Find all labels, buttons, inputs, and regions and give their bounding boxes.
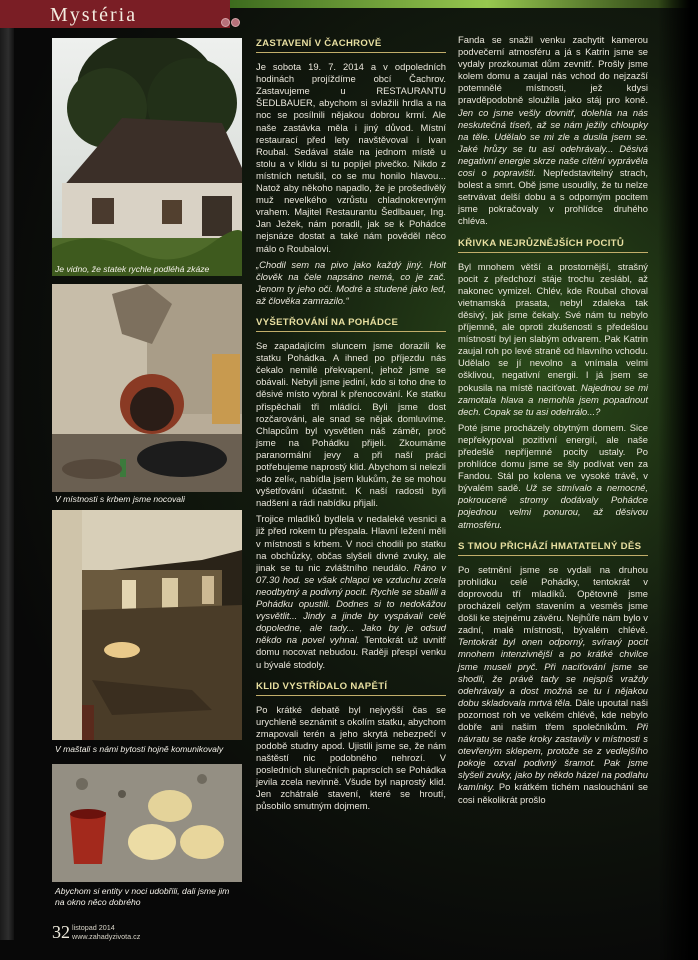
quote-zastaveni: „Chodil sem na pivo jako každý jiný. Holt člověk na čele napsáno nemá, co je zač. Jenom ty jeho oči. Modré a studené jako led, až člověka zamrazilo.“ [256,258,446,306]
text-span: Trojice mladíků bydlela v nedaleké vesnici a již před rokem tu přespala. Hlavní ležení měli v místnosti s krbem. V noci chodili po statku na obchůzky, občas slyšeli divné zvuky, ale jinak se tu nic zvláštního neudálo. [256,513,446,573]
paragraph-tma [458,564,648,806]
article-column-right [458,34,648,810]
text-span-italic: Tentokrát byl onen odporný, svíravý pocit mnohem intenzivnější a po krátké chvilce jsme museli pryč. Při naciťování jsme se shodli, že právě tady se nejspíš vraždy odehrávaly a dost možná se tu i nějakou dobu skladovala mrtvá těla. [458,636,648,708]
text-span: Fanda se snažil venku zachytit kamerou podvečerní atmosféru a já s Katrin jsme se vydaly prozkoumat dům zevnitř. Prošly jsme kolem domu a zaujal nás vchod do nejzazší potemnělé místnosti, jež kdysi pravděpodobně sloužila jako stáj pro koně. [458,34,648,106]
paragraph-vysetrovani-1: Se zapadajícím sluncem jsme dorazili ke statku Pohádka. A ihned po příjezdu nás čekalo nemilé překvapení, jehož jsme se obávali. Nebyli jsme jediní, kdo si toho dne to děsivé místo vybral k přenocování. Ke statku přispěchali tři mládíci. Byli jsme dost rozčarováni, ale snad se nějak domluvíme. Chlapcům byl vysvětlen náš záměr, proč jsme na Pohádku přijeli. Zkoumáme paranormální jevy a při naší práci potřebujeme naprostý klid. Abychom si nelezli »do zelí«, nabídla jsem klukům, že se mohou vyšetřování účastnit. K naší radosti byli nadšeni a rádi nabídku přijali. [256,340,446,509]
stable-caption: V maštali s námi bytosti hojně komunikovaly [55,744,224,754]
paragraph-klid: Po krátké debatě byl nejvyšší čas se urychleně seznámit s okolím statku, abychom zmapovali terén a jeho skrytá nebezpečí v podobě studny apod. Ujistili jsme se, že nám naštěstí nic podobného nehrozí. V posledních slunečních paprscích se Pohádka jevila zcela nevinně. Všude byl naprostý klid. Jen zchátralé stavení, které se hroutí, působilo smutným dojmem. [256,703,446,812]
paragraph-zastaveni: Je sobota 19. 7. 2014 a v odpoledních hodinách projíždíme obcí Čachrov. Zastavujeme u RESTAURANTU ŠEDLBAUER, abychom si svlažili hrdla a na noc se posílnili nějakou dobrou krmí. Ale naše zastávka měla i jiný důvod. Místní restaurací před lety navštěvoval i Ivan Roubal. Sedával stále na jednom místě u stolu a v klidu si tu popíjel pivečko. Nikdo z místních netušil, co se mu honilo hlavou... Natož aby někoho napadlo, že je prošedivělý muž nevelkého vzrůstu chladnokrevným vrahem. Majitel Restaurantu Šedlbauer, Ing. Jan Ježek, nám poradil, jak se k Pohádce nejsnáze dostat a také nám pověděl něco málo o Roubalovi. [256,61,446,254]
paragraph-col3-intro [458,34,648,228]
heading-klid: KLID VYSTŘÍDALO NAPĚTÍ [256,681,446,696]
footer-info [72,924,140,941]
top-accent-line [230,0,698,8]
article-column-middle [256,34,446,817]
website-link[interactable]: www.zahadyzivota.cz [72,931,141,941]
page-binding-edge [0,28,14,940]
header-dots-icon [221,14,241,32]
text-span: Poté jsme procházely obytným domem. Sice nepřekypoval pozitivní energií, ale naše předešlé nepříjemné pocity ustaly. Po prohlídce domu jsme se šly podívat ven za Fandou. Stál po kolena ve vysoké trávě, v bývalém sadě. [458,421,648,494]
text-span: Po setmění jsme se vydali na druhou prohlídku celé Pohádky, tentokrát v doprovodu tří mladíků. Opětovně jsme procházeli celým stavením a vesměs jsme došli ke stejnému závěru. Nejhůře nám bylo v zadní, malé místnosti, bývalém chlévě. [458,563,648,636]
biscuits-caption: Abychom si entity v noci udobřili, dali jsme jim na okno něco dobrého [55,886,230,907]
paragraph-krivka-1 [458,261,648,418]
text-span-italic: Najednou se mi zamotala hlava a nemohla jsem popadnout dech. Copak se tu asi odehrálo...? [458,381,649,417]
page-number: 32 [52,922,70,942]
section-header-band [0,0,230,28]
text-span: Po krátkém tichém naslouchání se cosi několikrát prošlo [458,781,648,805]
text-span-italic: Při návratu se naše kroky zastavily v místnosti s otevřeným sklepem, protože se z vedlejšího pokoje ozval podivný šramot. Pak jsme slyšeli zvuky, jako by někdo házel na podlahu kamínky. [458,720,648,793]
heading-tma: S TMOU PŘICHÁZÍ HMATATELNÝ DĚS [458,541,648,556]
heading-krivka: KŘIVKA NEJRŮZNĚJŠÍCH POCITŮ [458,238,648,253]
paragraph-vysetrovani-2 [256,513,446,670]
text-span-italic: Už se stmívalo a nemocné, pokroucené stromy dodávaly Pohádce pojednou velmi ponurou, až děsivou atmosféru. [458,482,648,530]
text-span: Nepředstavitelný strach, bolest a smrt. Obě jsme usoudily, že tu nelze setrvávat delší dobu a s odporným pocitem jsme pokračovaly v prohlídce druhého chléva. [458,167,648,227]
biscuits-photo [52,764,242,882]
section-title: Mystéria [50,4,138,26]
right-page-shadow [658,0,698,960]
text-span: Dále upoutal naši pozornost roh ve velkém chlévě, kde nebylo dobře ani našim třem společníkům. [458,696,648,732]
fireplace-room-caption: V místnosti s krbem jsme nocovali [55,494,185,504]
heading-zastaveni: ZASTAVENÍ V ČACHROVĚ [256,38,446,53]
heading-vysetrovani: VYŠETŘOVÁNÍ NA POHÁDCE [256,317,446,332]
farmhouse-photo [52,38,242,276]
stable-photo [52,510,242,740]
farmhouse-caption: Je vidno, že statek rychle podléhá zkáze [55,264,210,274]
text-span-italic: Ráno v 07.30 hod. se však chlapci ve vzduchu zcela neodbytný a podivný pocit. Rychle se sbalili a Pohádku opustili. Dodnes si to nedokážou vysvětlit... Jindy a jinde by vyspávali celé dopoledne, ale tady... Jako by je odsud někdo na povel vyhnal. [256,561,446,646]
fireplace-room-photo [52,284,242,492]
text-span-italic: Jen co jsme vešly dovnitř, dolehla na nás neskutečná tíseň, až se nám ježily chloupky na těle. Udělalo se mi zle a dusila jsem se. Jaké hrůzy se tu asi odehrávaly... Děsivá negativní energie skrze naše cítění vyprávěla cosi o popravišti. [458,106,648,179]
text-span: Tentokrát už uvnitř domu nocovat nebudou. Raději přespí venku u bývalé stodoly. [256,634,446,670]
issue-date: listopad 2014 [72,923,115,932]
text-span: Byl mnohem větší a prostornější, strašný pocit z předchozí stáje trochu zeslábl, až nakonec vymizel. Chlév, kde Roubal choval vietnamská prasata, nebyl zdaleka tak děsivý, jak jsme čekaly. Své nám tu nebylo příjemně, ale oproti zkušenosti s předešlou místností byl jen slabým odvarem. Pak Katrin zaujal roh po levé straně od hlavního vchodu. Udělalo se jí nevolno a vnímala velmi ošklivou, negativní energii. I já jsem se pokusila na místě naciťovat. [458,260,648,393]
paragraph-krivka-2 [458,422,648,531]
